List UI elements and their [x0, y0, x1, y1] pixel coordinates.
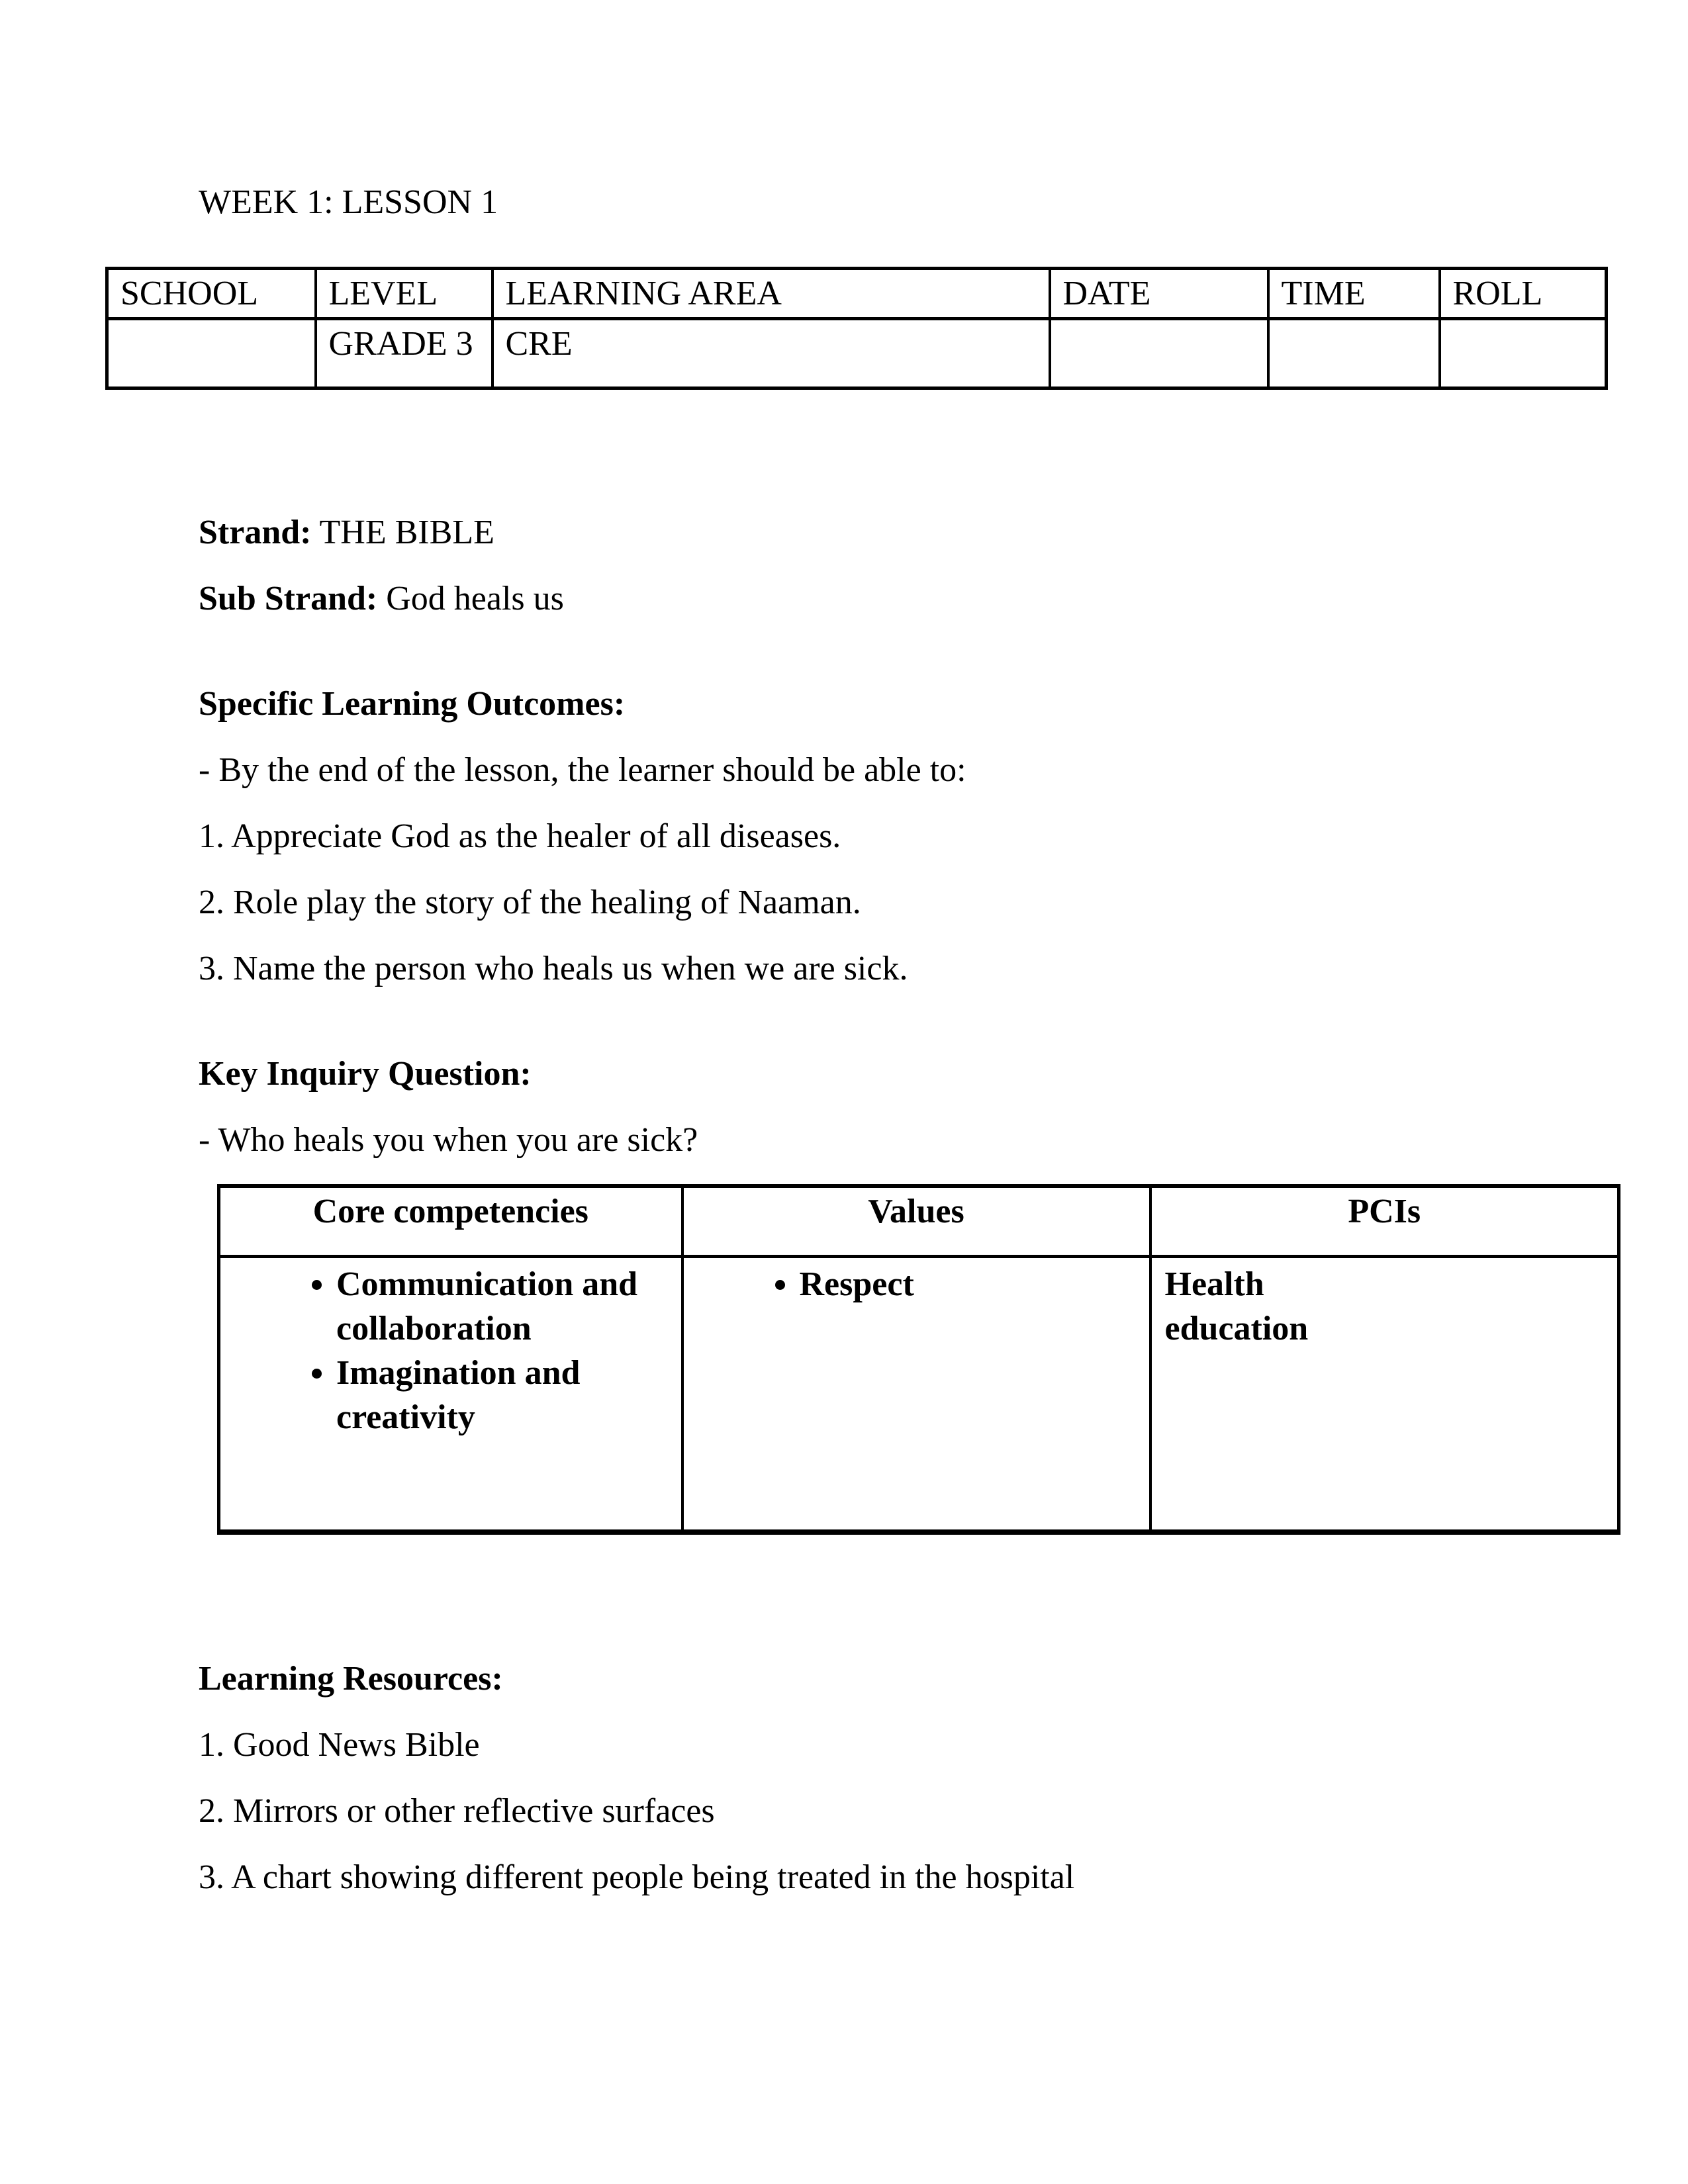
sub-strand-label: Sub Strand: [199, 580, 378, 617]
sub-strand-value: God heals us [386, 580, 564, 617]
matrix-header-values: Values [682, 1186, 1150, 1257]
header-level: LEVEL [316, 269, 492, 319]
outcomes-intro: - By the end of the lesson, the learner should be able to: [199, 751, 966, 789]
resource-item: 1. Good News Bible [199, 1726, 480, 1764]
sub-strand-line [199, 576, 1605, 621]
value-roll [1440, 319, 1607, 388]
strand-label: Strand: [199, 514, 312, 551]
key-inquiry-question: - Who heals you when you are sick? [199, 1121, 698, 1159]
value-item: • Respect [800, 1262, 1136, 1306]
info-header-row [107, 269, 1607, 319]
value-learning-area: CRE [492, 319, 1050, 388]
competency-item: • Communication and collaboration [336, 1262, 668, 1351]
header-school: SCHOOL [107, 269, 316, 319]
header-roll: ROLL [1440, 269, 1607, 319]
value-school [107, 319, 316, 388]
strand-line [199, 510, 1605, 555]
outcome-item: 2. Role play the story of the healing of Naaman. [199, 884, 861, 921]
key-inquiry-heading: Key Inquiry Question: [199, 1055, 532, 1093]
value-level: GRADE 3 [316, 319, 492, 388]
header-learning-area: LEARNING AREA [492, 269, 1050, 319]
header-time: TIME [1268, 269, 1440, 319]
outcome-item: 3. Name the person who heals us when we are sick. [199, 950, 908, 987]
info-value-row [107, 319, 1607, 388]
matrix-header-pcis: PCIs [1150, 1186, 1619, 1257]
resource-item: 3. A chart showing different people being treated in the hospital [199, 1858, 1075, 1896]
core-competencies-cell [219, 1257, 682, 1533]
values-cell [682, 1257, 1150, 1533]
values-list [697, 1262, 1136, 1306]
page-title: WEEK 1: LESSON 1 [199, 183, 498, 221]
value-date [1050, 319, 1268, 388]
outcomes-heading: Specific Learning Outcomes: [199, 685, 626, 723]
strand-value: THE BIBLE [319, 514, 494, 551]
value-time [1268, 319, 1440, 388]
matrix-header-row [219, 1186, 1619, 1257]
header-date: DATE [1050, 269, 1268, 319]
outcome-item: 1. Appreciate God as the healer of all diseases. [199, 817, 841, 855]
pcis-cell [1150, 1257, 1619, 1533]
matrix-header-core-competencies: Core competencies [219, 1186, 682, 1257]
lesson-info-table [105, 267, 1608, 390]
matrix-data-row [219, 1257, 1619, 1533]
competencies-values-pcis-table [217, 1184, 1620, 1535]
competency-item: • Imagination and creativity [336, 1351, 668, 1439]
pcis-text: Health education [1164, 1265, 1309, 1347]
resource-item: 2. Mirrors or other reflective surfaces [199, 1792, 715, 1830]
core-competencies-list [234, 1262, 668, 1439]
resources-heading: Learning Resources: [199, 1660, 503, 1698]
